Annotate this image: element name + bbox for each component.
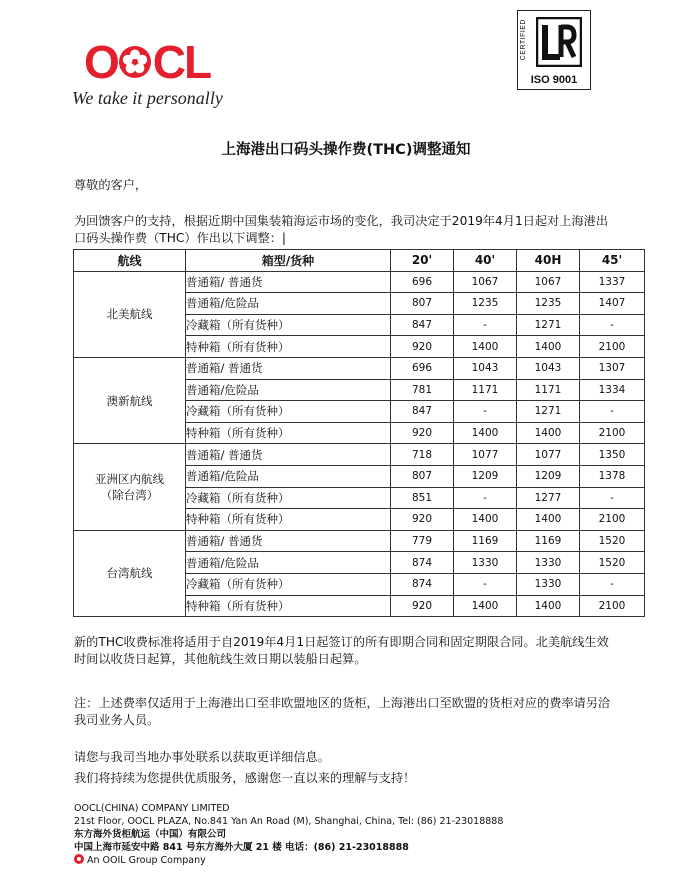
rate-40: 1067 [454,271,517,293]
rate-45: 1520 [580,552,645,574]
rate-40: 1330 [454,552,517,574]
header-container-type: 箱型/货种 [186,250,391,272]
container-type: 冷藏箱（所有货种） [186,314,391,336]
container-type: 普通箱/ 普通货 [186,357,391,379]
footer-group-label: An OOIL Group Company [87,855,206,866]
rate-20: 920 [391,509,454,531]
rate-40h: 1077 [517,444,580,466]
header-45ft: 45' [580,250,645,272]
container-type: 特种箱（所有货种） [186,422,391,444]
rate-20: 847 [391,401,454,423]
rate-20: 920 [391,595,454,617]
rate-20: 920 [391,422,454,444]
rate-40h: 1400 [517,595,580,617]
rate-20: 718 [391,444,454,466]
rate-20: 807 [391,465,454,487]
rate-40h: 1400 [517,509,580,531]
rate-20: 920 [391,336,454,358]
route-name-australia-nz: 澳新航线 [74,357,186,443]
container-type: 普通箱/危险品 [186,379,391,401]
rate-45: 1350 [580,444,645,466]
rate-20: 696 [391,271,454,293]
rate-40: - [454,487,517,509]
container-type: 普通箱/ 普通货 [186,444,391,466]
table-row [74,357,645,379]
oocl-logo [72,36,244,109]
rate-40: 1169 [454,530,517,552]
container-type: 特种箱（所有货种） [186,509,391,531]
footer-company-cn: 东方海外货柜航运（中国）有限公司 [74,829,227,840]
rate-45: 2100 [580,336,645,358]
rate-45: 1407 [580,293,645,315]
header-20ft: 20' [391,250,454,272]
rate-45: - [580,487,645,509]
thc-rate-table [73,249,645,617]
footer-company-en: OOCL(CHINA) COMPANY LIMITED [74,803,230,814]
footer [74,802,503,867]
table-header-row [74,250,645,272]
tagline: We take it personally [72,88,223,108]
rate-40: 1400 [454,595,517,617]
rate-45: 1334 [580,379,645,401]
rate-20: 851 [391,487,454,509]
rate-40: 1235 [454,293,517,315]
rate-40h: 1400 [517,422,580,444]
rate-45: 1378 [580,465,645,487]
container-type: 普通箱/ 普通货 [186,271,391,293]
rate-40h: 1169 [517,530,580,552]
footer-group [74,854,503,867]
rate-40: 1400 [454,422,517,444]
rate-45: 1337 [580,271,645,293]
container-type: 普通箱/ 普通货 [186,530,391,552]
thanks-note: 我们将持续为您提供优质服务，感谢您一直以来的理解与支持！ [74,771,416,785]
rate-20: 874 [391,573,454,595]
notice-title: 上海港出口码头操作费(THC)调整通知 [221,142,471,158]
footer-address-cn: 中国上海市延安中路 841 号东方海外大厦 21 楼 电话：(86) 21-23018888 [74,842,409,853]
rate-40: 1400 [454,336,517,358]
rate-40h: 1067 [517,271,580,293]
route-name-north-america: 北美航线 [74,271,186,357]
rate-45: 2100 [580,422,645,444]
rate-45: 1520 [580,530,645,552]
route-name-taiwan: 台湾航线 [74,530,186,616]
rate-40h: 1277 [517,487,580,509]
route-name-note: （除台湾） [100,488,159,503]
plum-blossom-icon [118,45,152,79]
rate-40h: 1271 [517,401,580,423]
rate-40h: 1330 [517,573,580,595]
table-row [74,271,645,293]
rate-40: 1043 [454,357,517,379]
rate-40: 1077 [454,444,517,466]
rate-40: 1171 [454,379,517,401]
rate-40h: 1209 [517,465,580,487]
contact-note: 请您与我司当地办事处联系以获取更详细信息。 [74,750,330,764]
eu-exception-note: 注：上述费率仅适用于上海港出口至非欧盟地区的货柜，上海港出口至欧盟的货柜对应的费率请另洽我司业务人员。 [74,696,611,727]
rate-45: 2100 [580,595,645,617]
rate-40: - [454,314,517,336]
header-40hc: 40H [517,250,580,272]
rate-40: 1209 [454,465,517,487]
header-route: 航线 [74,250,186,272]
table-row [74,444,645,466]
rate-20: 781 [391,379,454,401]
oocl-wordmark: O CL [84,36,211,88]
rate-20: 779 [391,530,454,552]
table-row [74,530,645,552]
lr-logo-icon [536,17,582,67]
rate-40h: 1400 [517,336,580,358]
greeting: 尊敬的客户， [74,178,148,192]
rate-40: - [454,573,517,595]
rate-40: - [454,401,517,423]
container-type: 冷藏箱（所有货种） [186,487,391,509]
rate-45: 2100 [580,509,645,531]
rate-20: 874 [391,552,454,574]
rate-40h: 1235 [517,293,580,315]
route-name-intra-asia: 亚洲区内航线 （除台湾） [74,444,186,530]
header-40ft: 40' [454,250,517,272]
rate-45: - [580,401,645,423]
rate-45: - [580,573,645,595]
rate-40h: 1171 [517,379,580,401]
certified-label: CERTIFIED [520,19,527,61]
rate-45: 1307 [580,357,645,379]
rate-40: 1400 [454,509,517,531]
container-type: 特种箱（所有货种） [186,595,391,617]
footer-address-en: 21st Floor, OOCL PLAZA, No.841 Yan An Road (M), Shanghai, China, Tel: (86) 21-23018888 [74,816,504,827]
container-type: 冷藏箱（所有货种） [186,573,391,595]
rate-20: 696 [391,357,454,379]
container-type: 特种箱（所有货种） [186,336,391,358]
rate-40h: 1330 [517,552,580,574]
plum-blossom-icon [74,854,84,864]
rate-20: 847 [391,314,454,336]
effective-date-note: 新的THC收费标准将适用于自2019年4月1日起签订的所有即期合同和固定期限合同。北美航线生效时间以收货日起算，其他航线生效日期以装船日起算。 [74,635,609,666]
iso-standard-label: ISO 9001 [530,74,578,86]
iso-certification-badge [517,10,591,90]
rate-20: 807 [391,293,454,315]
rate-45: - [580,314,645,336]
rate-40h: 1043 [517,357,580,379]
container-type: 冷藏箱（所有货种） [186,401,391,423]
container-type: 普通箱/危险品 [186,552,391,574]
container-type: 普通箱/危险品 [186,465,391,487]
rate-40h: 1271 [517,314,580,336]
container-type: 普通箱/危险品 [186,293,391,315]
intro-paragraph: 为回馈客户的支持，根据近期中国集装箱海运市场的变化，我司决定于2019年4月1日起对上海港出口码头操作费（THC）作出以下调整：| [74,214,609,245]
